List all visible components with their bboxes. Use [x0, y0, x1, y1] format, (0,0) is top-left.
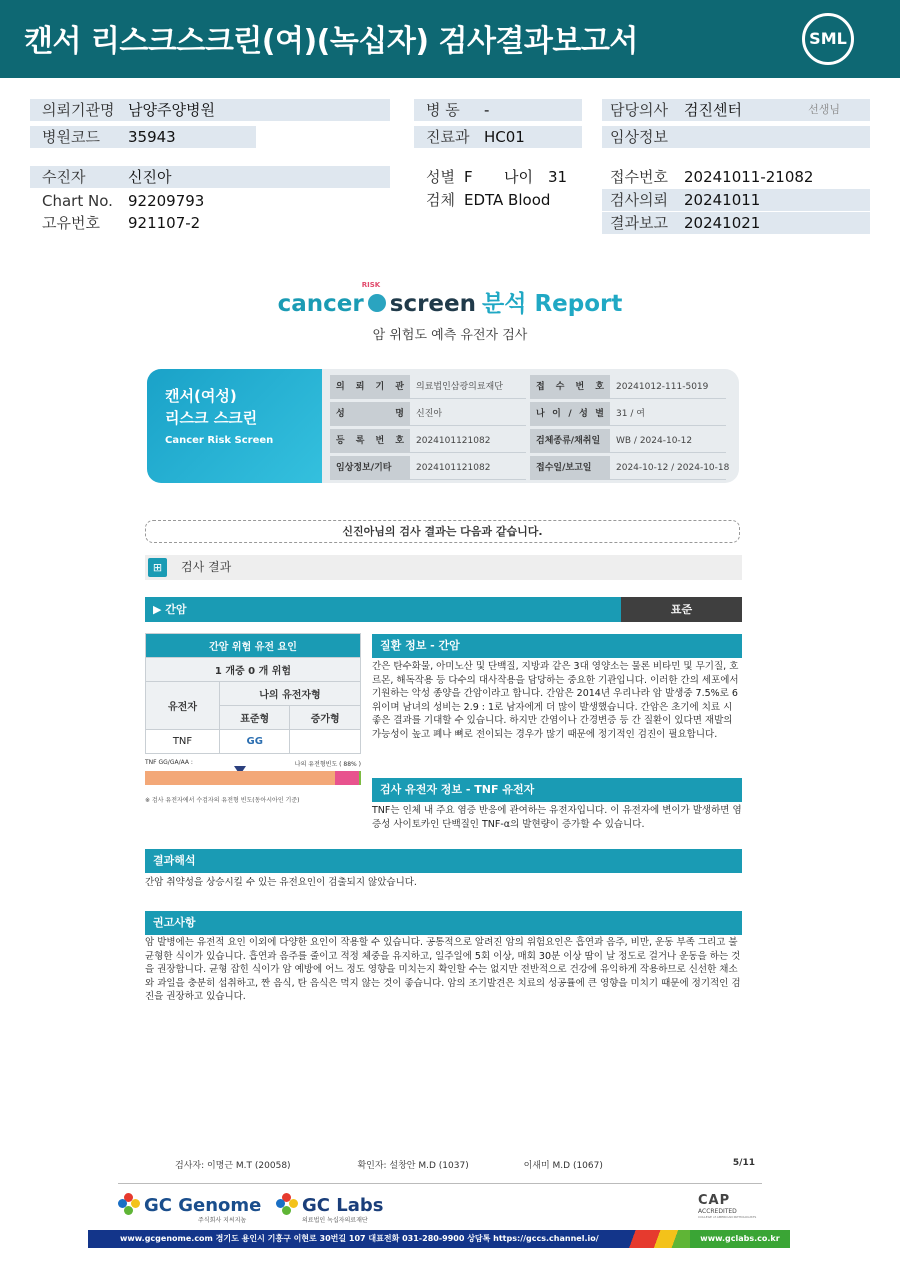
receipt-row — [602, 166, 870, 188]
ward-row — [414, 99, 582, 121]
age-label: 나이 — [504, 168, 533, 186]
info-field — [530, 456, 730, 480]
chart-value: 92209793 — [128, 192, 205, 210]
cap-accredited-text: ACCREDITED — [698, 1208, 737, 1215]
recommendation-text: 암 발병에는 유전적 요인 이외에 다양한 요인이 작용할 수 있습니다. 공통적으로 알려진 암의 위험요인은 흡연과 음주, 비만, 운동 부족 그리고 불균형한 식이가 있습니다. 흡연과 음주를 줄이고 적정 체중을 유지하고, 일주일에 5회 이상, 매회 30분 이상 땀이 날 정도로 걸거나 운동을 하는 것을 권장합니다. 균형 잡힌 식이가 암 예방에 어느 정도 영향을 미치는지 확인할 수는 없지만 전반적으로 건강에 유익하게 작용하므로 신선한 채소와 과일을 충분히 섭취하고, 짠 음식, 탄 음식은 먹지 않는 것이 좋습니다. 암의 조기발견은 치료의 성공률에 큰 영향을 미치기 때문에 정기적인 검진을 권장하고 있습니다. — [145, 937, 741, 1003]
gc-labs-logo — [276, 1193, 384, 1224]
info-field-value: WB / 2024-10-12 — [616, 436, 693, 446]
unique-label: 고유번호 — [42, 214, 100, 232]
table-title: 간암 위험 유전 요인 — [146, 634, 361, 658]
info-field-label: 나 이 / 성 별 — [530, 402, 610, 426]
specimen-value: EDTA Blood — [464, 191, 551, 209]
frequency-segment — [359, 771, 361, 785]
info-field-label: 접 수 번 호 — [530, 375, 610, 399]
frequency-labels — [145, 759, 361, 766]
status-badge: 표준 — [621, 597, 742, 622]
footer-contact-bar — [88, 1230, 790, 1248]
info-card-title-line2: 리스크 스크린 — [165, 409, 258, 427]
hospital-code-value: 35943 — [128, 128, 176, 146]
frequency-segment — [145, 771, 335, 785]
specimen-label: 검체 — [426, 191, 455, 209]
info-card-title-en: Cancer Risk Screen — [165, 435, 274, 446]
request-org-row — [30, 99, 390, 121]
sex-age-row — [414, 166, 582, 188]
info-field-value: 2024101121082 — [416, 436, 491, 446]
report-subtitle: 암 위험도 예측 유전자 검사 — [372, 328, 528, 343]
logo-risk-text: RISK — [361, 281, 381, 289]
info-field-label: 의 뢰 기 관 — [330, 375, 410, 399]
info-field — [330, 402, 526, 426]
report-date-row — [602, 212, 870, 234]
doctor-row — [602, 99, 870, 121]
cancer-screen-logo — [0, 281, 900, 318]
gc-genome-sub: 주식회사 지씨지놈 — [198, 1217, 247, 1224]
greeting-banner: 신진아님의 검사 결과는 다음과 같습니다. — [145, 520, 740, 543]
info-field — [330, 429, 526, 453]
gene-name: TNF — [146, 730, 220, 754]
ward-value: - — [484, 101, 490, 119]
increased-value — [290, 730, 361, 754]
risk-plus-icon — [361, 281, 388, 314]
age-value: 31 — [548, 168, 568, 186]
footer-gclabs-site: www.gclabs.co.kr — [690, 1230, 790, 1248]
clinical-info-label: 임상정보 — [610, 128, 668, 146]
recommendation-header: 권고사항 — [145, 911, 742, 935]
cap-text: CAP — [698, 1193, 731, 1208]
examiner: 검사자: 이명근 M.T (20058) — [175, 1161, 291, 1171]
hospital-code-row — [30, 126, 256, 148]
frequency-segment — [335, 771, 359, 785]
info-field — [330, 456, 526, 480]
info-field-value: 31 / 여 — [616, 409, 645, 419]
info-field-label: 접수일/보고일 — [530, 456, 610, 480]
cancer-name: ▶ 간암 — [153, 603, 187, 616]
info-field — [530, 429, 726, 453]
genotype-frequency-bar — [145, 771, 361, 785]
report-date-label: 결과보고 — [610, 214, 668, 232]
specimen-row — [414, 189, 582, 211]
gc-cross-icon — [276, 1193, 298, 1215]
gc-genome-brand: GC Genome — [144, 1195, 262, 1216]
title-bar — [0, 0, 900, 78]
info-field — [530, 402, 726, 426]
request-date-row — [602, 189, 870, 211]
info-field-value: 의료법인삼광의료재단 — [416, 382, 503, 392]
gc-genome-logo — [118, 1193, 262, 1224]
standard-value: GG — [220, 730, 290, 754]
ward-label: 병 동 — [426, 101, 460, 119]
unique-value: 921107-2 — [128, 214, 201, 232]
info-field-label: 임상정보/기타 — [330, 456, 410, 480]
info-field-label: 성 명 — [330, 402, 410, 426]
logo-cancer-text: cancer — [277, 291, 364, 317]
report-date-value: 20241021 — [684, 214, 761, 232]
patient-label: 수진자 — [42, 168, 86, 186]
info-card-grid — [330, 373, 730, 479]
confirmer-2: 이새미 M.D (1067) — [523, 1161, 603, 1171]
request-org-label: 의뢰기관명 — [42, 101, 115, 119]
frequency-left-label: TNF GG/GA/AA : — [145, 759, 193, 766]
doctor-value: 검진센터 — [684, 101, 742, 119]
sex-label: 성별 — [426, 168, 455, 186]
genetic-risk-table — [145, 633, 361, 754]
info-field-value: 2024-10-12 / 2024-10-18 — [616, 463, 730, 473]
doctor-suffix: 선생님 — [808, 103, 840, 116]
disease-info-header: 질환 정보 - 간암 — [372, 634, 742, 658]
frequency-right-label: 나의 유전형빈도 ( 88% ) — [294, 761, 361, 768]
receipt-value: 20241011-21082 — [684, 168, 814, 186]
logo-report-text: 분석 Report — [482, 291, 623, 317]
test-info-card — [147, 369, 739, 483]
chart-label: Chart No. — [42, 192, 113, 210]
department-value: HC01 — [484, 128, 525, 146]
info-card-title-panel — [147, 369, 322, 483]
gc-cross-icon — [118, 1193, 140, 1215]
results-section-label: 검사 결과 — [181, 560, 232, 574]
cancer-type-bar — [145, 597, 742, 622]
department-row — [414, 126, 582, 148]
cap-college-text: COLLEGE of AMERICAN PATHOLOGISTS — [698, 1215, 757, 1219]
gc-labs-brand: GC Labs — [302, 1195, 384, 1216]
document-title: 캔서 리스크스크린(여)(녹십자) 검사결과보고서 — [24, 24, 638, 59]
disease-info-text: 간은 탄수화물, 아미노산 및 단백질, 지방과 같은 3대 영양소는 물론 비타민 및 무기질, 호르몬, 해독작용 등 다수의 대사작용을 담당하는 중요한 기관입니다. 이러한 간의 세포에서 기원하는 악성 종양을 간암이라고 합니다. 간암은 2014년 우리나라 암 발생중 7.5%로 6위이며 남녀의 성비는 2.9 : 1로 남자에게 더 많이 발생했습니다. 간암은 초기에 치료 시 좋은 결과를 기대할 수 있습니다. 하지만 간염이나 간경변증 등 간 질환이 있다면 재발의 가능성이 높고 폐나 뼈로 전이되는 경우가 많기 때문에 정기적인 검진이 필요합니다. — [372, 661, 739, 740]
footer-divider — [118, 1183, 762, 1184]
table-summary: 1 개중 0 개 위험 — [146, 658, 361, 682]
cap-accredited-badge — [698, 1193, 768, 1219]
standard-header: 표준형 — [220, 706, 290, 730]
request-org-value: 남양주양병원 — [128, 101, 215, 119]
department-label: 진료과 — [426, 128, 470, 146]
gene-col-header: 유전자 — [146, 682, 220, 730]
gene-info-header: 검사 유전자 정보 - TNF 유전자 — [372, 778, 742, 802]
info-field-value: 2024101121082 — [416, 463, 491, 473]
info-card-title-line1: 캔서(여성) — [165, 387, 237, 405]
footer-address: www.gcgenome.com 경기도 용인시 기흥구 이현로 30번길 107 대표전화 031-280-9900 상담톡 https://gccs.channel.io/ — [120, 1234, 599, 1243]
gc-labs-sub: 의료법인 녹십자의료재단 — [302, 1217, 368, 1224]
info-field — [330, 375, 526, 399]
chart-row — [30, 190, 390, 212]
receipt-label: 접수번호 — [610, 168, 668, 186]
hospital-code-label: 병원코드 — [42, 128, 100, 146]
document-plus-icon: ⊞ — [148, 558, 167, 577]
clinical-info-row — [602, 126, 870, 148]
signature-line — [175, 1158, 755, 1171]
info-field — [530, 375, 726, 399]
confirmer-1: 확인자: 설창안 M.D (1037) — [357, 1161, 469, 1171]
interpretation-header: 결과해석 — [145, 849, 742, 873]
patient-value: 신진아 — [128, 168, 172, 186]
info-field-value: 20241012-111-5019 — [616, 382, 709, 392]
sex-value: F — [464, 168, 473, 186]
increased-header: 증가형 — [290, 706, 361, 730]
logo-screen-text: screen — [389, 291, 476, 317]
frequency-note: ※ 검사 유전자에서 수검자의 유전형 빈도(동아시아인 기준) — [145, 797, 300, 804]
info-field-label: 등 록 번 호 — [330, 429, 410, 453]
results-section-header — [145, 555, 742, 580]
unique-row — [30, 212, 390, 234]
my-genotype-header: 나의 유전자형 — [220, 682, 361, 706]
doctor-label: 담당의사 — [610, 101, 668, 119]
page-number: 5/11 — [732, 1158, 755, 1168]
patient-row — [30, 166, 390, 188]
request-date-label: 검사의뢰 — [610, 191, 668, 209]
request-date-value: 20241011 — [684, 191, 761, 209]
gene-info-text: TNF는 인체 내 주요 염증 반응에 관여하는 유전자입니다. 이 유전자에 변이가 발생하면 염증성 사이토카인 단백질인 TNF-α의 발현량이 증가할 수 있습니다. — [372, 805, 742, 830]
info-field-label: 검체종류/채취일 — [530, 429, 610, 453]
sml-logo: SML — [802, 13, 854, 65]
interpretation-text: 간암 취약성을 상승시킬 수 있는 유전요인이 검출되지 않았습니다. — [145, 877, 417, 888]
info-field-value: 신진아 — [416, 409, 443, 419]
